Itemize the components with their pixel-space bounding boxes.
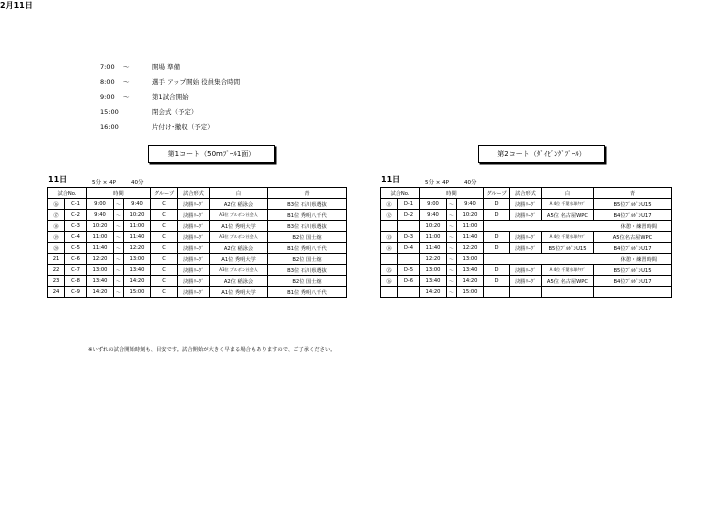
group: C: [151, 276, 178, 287]
start-time: 11:00: [87, 232, 114, 243]
match-code: [398, 287, 420, 298]
match-number: [381, 221, 398, 232]
group: C: [151, 254, 178, 265]
table-row: [381, 287, 672, 298]
start-time: 12:20: [420, 254, 447, 265]
match-code: D-3: [398, 232, 420, 243]
time-tilde: ～: [114, 265, 124, 276]
time-tilde: ～: [447, 232, 457, 243]
start-time: 14:20: [87, 287, 114, 298]
start-time: 10:20: [87, 221, 114, 232]
start-time: 13:00: [420, 265, 447, 276]
group: D: [484, 265, 510, 276]
table-row: [48, 199, 347, 210]
match-format: 決勝ﾘｰｸﾞ: [178, 287, 210, 298]
white-team: A3位 ブルボン社会人: [210, 265, 268, 276]
start-time: 9:40: [87, 210, 114, 221]
schedule-desc: 選手 アップ開始 役員集合時間: [152, 78, 241, 86]
time-tilde: ～: [114, 199, 124, 210]
table-row: [48, 254, 347, 265]
blue-team: B5位ﾌﾞﾙﾎﾞﾝU15: [594, 199, 672, 210]
match-code: D-6: [398, 276, 420, 287]
header-white: 白: [210, 188, 268, 199]
group: C: [151, 199, 178, 210]
end-time: 13:00: [124, 254, 151, 265]
match-number: 22: [48, 265, 65, 276]
schedule-time: 16:00: [100, 123, 119, 131]
blue-team: B1位 秀明八千代: [268, 243, 347, 254]
header-format: 試合形式: [178, 188, 210, 199]
start-time: 13:40: [420, 276, 447, 287]
schedule-tilde: ～: [123, 93, 130, 101]
white-team: B5位ﾌﾞﾙﾎﾞﾝU15: [542, 243, 594, 254]
end-time: 13:40: [124, 265, 151, 276]
match-code: C-6: [65, 254, 87, 265]
court1-table: [47, 187, 347, 298]
match-number: [381, 254, 398, 265]
end-time: 14:20: [124, 276, 151, 287]
table-row: [48, 210, 347, 221]
white-team: [542, 287, 594, 298]
group: [484, 287, 510, 298]
table-row: [381, 221, 672, 232]
end-time: 15:00: [124, 287, 151, 298]
footnote: ※いずれの試合開始時刻も、目安です。試合開始が大きく早まる場合もありますので、ご了承ください。: [88, 347, 336, 353]
court2-table: [380, 187, 672, 298]
blue-team: B2位 国士舘: [268, 232, 347, 243]
group: C: [151, 243, 178, 254]
event-date: 2月11日: [0, 1, 33, 10]
start-time: 9:00: [87, 199, 114, 210]
match-number: ⑪: [381, 199, 398, 210]
group: D: [484, 199, 510, 210]
match-number: 21: [48, 254, 65, 265]
match-number: ⑫: [381, 210, 398, 221]
schedule-item: [100, 107, 198, 116]
match-number: ⑯: [381, 276, 398, 287]
end-time: 13:00: [457, 254, 484, 265]
match-format: 決勝ﾘｰｸﾞ: [510, 210, 542, 221]
court1-day: 11日: [48, 175, 68, 184]
schedule-item: [100, 122, 214, 131]
end-time: 11:00: [457, 221, 484, 232]
white-team: A5位 名古屋WPC: [542, 210, 594, 221]
schedule-time: 8:00: [100, 78, 115, 86]
match-format: 決勝ﾘｰｸﾞ: [178, 210, 210, 221]
schedule-item: [100, 77, 240, 86]
white-team: A3位 ブルボン社会人: [210, 232, 268, 243]
time-tilde: ～: [447, 265, 457, 276]
match-number: ⑳: [48, 243, 65, 254]
time-tilde: ～: [447, 276, 457, 287]
match-code: C-3: [65, 221, 87, 232]
header-blue: 青: [268, 188, 347, 199]
group: C: [151, 210, 178, 221]
end-time: 11:40: [124, 232, 151, 243]
header-blue: 青: [594, 188, 672, 199]
match-code: D-1: [398, 199, 420, 210]
start-time: 14:20: [420, 287, 447, 298]
schedule-desc: 閉会式（予定）: [152, 108, 198, 116]
match-number: ⑱: [48, 221, 65, 232]
time-tilde: ～: [447, 221, 457, 232]
schedule-time: 7:00: [100, 63, 115, 71]
end-time: 12:20: [124, 243, 151, 254]
time-tilde: ～: [447, 199, 457, 210]
start-time: 9:00: [420, 199, 447, 210]
group: D: [484, 276, 510, 287]
blue-team: B2位 国士舘: [268, 254, 347, 265]
blue-team: B4位ﾌﾞﾙﾎﾞﾝU17: [594, 276, 672, 287]
match-number: ⑬: [381, 232, 398, 243]
time-tilde: ～: [114, 243, 124, 254]
match-format: 決勝ﾘｰｸﾞ: [510, 265, 542, 276]
match-format: 決勝ﾘｰｸﾞ: [178, 221, 210, 232]
match-code: [398, 221, 420, 232]
table-header-row: [381, 188, 672, 199]
match-format: 決勝ﾘｰｸﾞ: [178, 276, 210, 287]
end-time: 14:20: [457, 276, 484, 287]
time-tilde: ～: [114, 254, 124, 265]
white-team: A5位 名古屋WPC: [542, 276, 594, 287]
blue-team: B4位ﾌﾞﾙﾎﾞﾝU17: [594, 243, 672, 254]
break-label: 休憩・練習時間: [484, 254, 672, 265]
end-time: 15:00: [457, 287, 484, 298]
blue-team: B4位ﾌﾞﾙﾎﾞﾝU17: [594, 210, 672, 221]
match-number: 23: [48, 276, 65, 287]
white-team: A3位 ブルボン社会人: [210, 210, 268, 221]
match-format: 決勝ﾘｰｸﾞ: [510, 199, 542, 210]
start-time: 11:00: [420, 232, 447, 243]
schedule-desc: 第1試合開始: [152, 93, 189, 101]
start-time: 11:40: [420, 243, 447, 254]
match-code: C-5: [65, 243, 87, 254]
table-row: [48, 287, 347, 298]
court2-title: 第2コート（ﾀﾞｲﾋﾞﾝｸﾞﾌﾟｰﾙ）: [478, 145, 605, 163]
time-tilde: ～: [114, 210, 124, 221]
table-row: [381, 232, 672, 243]
table-header-row: [48, 188, 347, 199]
white-team: A1位 秀明大学: [210, 221, 268, 232]
court1-table-body: [48, 199, 347, 298]
start-time: 10:20: [420, 221, 447, 232]
header-group: グループ: [151, 188, 178, 199]
schedule-time: 15:00: [100, 108, 119, 116]
match-format: 決勝ﾘｰｸﾞ: [510, 276, 542, 287]
match-number: ⑲: [48, 232, 65, 243]
white-team: A 4位 千葉水球ｸﾗﾌﾞ: [542, 265, 594, 276]
table-row: [48, 265, 347, 276]
group: C: [151, 232, 178, 243]
time-tilde: ～: [114, 287, 124, 298]
match-code: C-7: [65, 265, 87, 276]
blue-team: B5位ﾌﾞﾙﾎﾞﾝU15: [594, 265, 672, 276]
match-number: [381, 287, 398, 298]
match-format: 決勝ﾘｰｸﾞ: [178, 243, 210, 254]
table-row: [381, 210, 672, 221]
header-format: 試合形式: [510, 188, 542, 199]
header-match-no: 試合No.: [48, 188, 87, 199]
time-tilde: ～: [114, 276, 124, 287]
end-time: 9:40: [124, 199, 151, 210]
end-time: 11:40: [457, 232, 484, 243]
time-tilde: ～: [447, 254, 457, 265]
blue-team: B1位 秀明八千代: [268, 287, 347, 298]
blue-team: B3位 石川県選抜: [268, 199, 347, 210]
table-row: [48, 232, 347, 243]
match-code: C-4: [65, 232, 87, 243]
start-time: 12:20: [87, 254, 114, 265]
schedule-desc: 開場 準備: [152, 63, 181, 71]
start-time: 13:00: [87, 265, 114, 276]
match-code: C-1: [65, 199, 87, 210]
match-code: C-2: [65, 210, 87, 221]
match-code: D-4: [398, 243, 420, 254]
match-number: 24: [48, 287, 65, 298]
schedule-tilde: ～: [123, 78, 130, 86]
start-time: 13:40: [87, 276, 114, 287]
match-code: C-8: [65, 276, 87, 287]
end-time: 10:20: [457, 210, 484, 221]
match-number: ⑯: [48, 199, 65, 210]
schedule-tilde: ～: [123, 63, 130, 71]
match-number: ⑭: [381, 243, 398, 254]
white-team: A2位 稲泳会: [210, 243, 268, 254]
white-team: A 4位 千葉水球ｸﾗﾌﾞ: [542, 199, 594, 210]
white-team: A2位 稲泳会: [210, 276, 268, 287]
table-row: [381, 199, 672, 210]
white-team: A1位 秀明大学: [210, 287, 268, 298]
end-time: 9:40: [457, 199, 484, 210]
table-row: [381, 276, 672, 287]
end-time: 11:00: [124, 221, 151, 232]
match-format: 決勝ﾘｰｸﾞ: [178, 265, 210, 276]
blue-team: B3位 石川県選抜: [268, 221, 347, 232]
match-format: [510, 287, 542, 298]
white-team: A 4位 千葉水球ｸﾗﾌﾞ: [542, 232, 594, 243]
blue-team: B1位 秀明八千代: [268, 210, 347, 221]
match-format: 決勝ﾘｰｸﾞ: [178, 254, 210, 265]
table-row: [48, 221, 347, 232]
white-team: A1位 秀明大学: [210, 254, 268, 265]
match-code: [398, 254, 420, 265]
match-number: ⑮: [381, 265, 398, 276]
end-time: 13:40: [457, 265, 484, 276]
schedule-time: 9:00: [100, 93, 115, 101]
table-row: [381, 254, 672, 265]
court1-title: 第1コート（50mﾌﾟｰﾙ1面）: [148, 145, 275, 163]
match-code: C-9: [65, 287, 87, 298]
schedule-item: [100, 62, 180, 71]
header-time: 時間: [420, 188, 484, 199]
court2-duration: 40分: [464, 180, 477, 186]
header-match-no: 試合No.: [381, 188, 420, 199]
group: D: [484, 243, 510, 254]
court1-duration: 40分: [131, 180, 144, 186]
match-format: 決勝ﾘｰｸﾞ: [178, 199, 210, 210]
schedule-item: [100, 92, 189, 101]
group: C: [151, 287, 178, 298]
start-time: 9:40: [420, 210, 447, 221]
time-tilde: ～: [447, 287, 457, 298]
end-time: 12:20: [457, 243, 484, 254]
time-tilde: ～: [114, 221, 124, 232]
time-tilde: ～: [447, 210, 457, 221]
blue-team: B2位 国士舘: [268, 276, 347, 287]
blue-team: A5位名古屋WPC: [594, 232, 672, 243]
group: C: [151, 265, 178, 276]
match-format: 決勝ﾘｰｸﾞ: [178, 232, 210, 243]
court2-day: 11日: [381, 175, 401, 184]
table-row: [381, 243, 672, 254]
court2-table-body: [381, 199, 672, 298]
header-time: 時間: [87, 188, 151, 199]
end-time: 10:20: [124, 210, 151, 221]
start-time: 11:40: [87, 243, 114, 254]
table-row: [48, 243, 347, 254]
group: D: [484, 210, 510, 221]
match-format: 決勝ﾘｰｸﾞ: [510, 232, 542, 243]
court1-period: 5分 × 4P: [92, 180, 116, 186]
blue-team: [594, 287, 672, 298]
header-group: グループ: [484, 188, 510, 199]
court2-period: 5分 × 4P: [425, 180, 449, 186]
group: D: [484, 232, 510, 243]
schedule-desc: 片付け･撤収（予定）: [152, 123, 214, 131]
match-format: 決勝ﾘｰｸﾞ: [510, 243, 542, 254]
table-row: [381, 265, 672, 276]
break-label: 休憩・練習時間: [484, 221, 672, 232]
group: C: [151, 221, 178, 232]
header-white: 白: [542, 188, 594, 199]
blue-team: B3位 石川県選抜: [268, 265, 347, 276]
time-tilde: ～: [114, 232, 124, 243]
table-row: [48, 276, 347, 287]
match-number: ⑰: [48, 210, 65, 221]
match-code: D-2: [398, 210, 420, 221]
match-code: D-5: [398, 265, 420, 276]
white-team: A2位 稲泳会: [210, 199, 268, 210]
time-tilde: ～: [447, 243, 457, 254]
